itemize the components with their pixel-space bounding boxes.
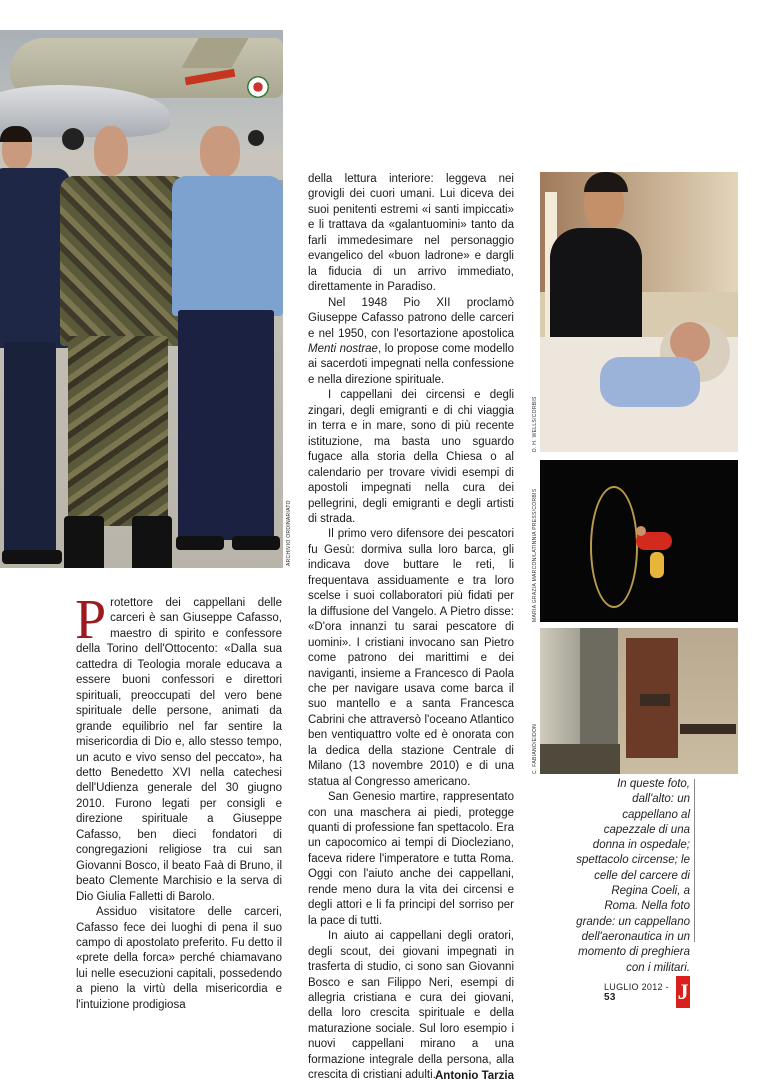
- photo-hospital: [540, 172, 738, 452]
- photo-circus: [540, 460, 738, 622]
- issue-date: LUGLIO 2012 -: [604, 981, 669, 992]
- article-paragraph: In aiuto ai cappellani degli oratori, degli scout, dei giovani impegnati in trasferta di studio, ci sono san Giovanni Bosco e san Filippo Neri, esempi di allegria cristiana e cura dei giovani, della loro crescita spirituale e della maturazione sociale. Sul loro esempio i nuovi cappellani mirano a una formazione integrale della persona, alla crescita di cristiani adulti.: [308, 930, 514, 1082]
- article-paragraph: San Genesio martire, rappresentato con una maschera ai piedi, protegge quanti di professione fan spettacolo. Era un capocomico ai tempi di Diocleziano, faceva ridere l'imperatore e tutta Roma. Oggi con l'aiuto anche dei cappellani, rende meno dura la vita dei circensi e degli attori e li fa principi del sorriso per la pace di tutti.: [308, 791, 514, 927]
- page-footer: [604, 975, 690, 1009]
- roundel-icon: [247, 76, 269, 98]
- photo-credit-prison: C. FABIANO/EIDON: [532, 723, 538, 774]
- article-middle-column: [308, 172, 514, 1084]
- magazine-logo: J: [676, 976, 690, 1008]
- jet-stripe: [185, 69, 236, 86]
- jet-fin: [181, 38, 248, 68]
- landing-gear-icon: [248, 130, 264, 146]
- article-paragraph: Assiduo visitatore delle carceri, Cafasso fece dei luoghi di pena il suo campo di apostolato preferito. Fu detto il «prete della forca» perché chiamavano lui nelle esecuzioni capitali, possedendo a pieno la virtù della misericordia e l'intuizione prodigiosa: [76, 906, 282, 1011]
- article-paragraph: rotettore dei cappellani delle carceri è san Giuseppe Cafasso, maestro di spirito e confessore della Torino dell'Ottocento: «Dalla sua cattedra di Teologia morale educava a essere buoni confessori e direttori spirituali, preoccupati del vero bene spirituale delle persone, animati da grande equilibrio nel far sentire la misericordia di Dio e, allo stesso tempo, un acuto e vivo senso del peccato», ha detto Benedetto XVI nella catechesi dell'Udienza generale del 30 giugno 2010. Furono legati per consigli e direzione spirituale a Giuseppe Cafasso, ben dieci fondatori di congregazioni religiose tra cui san Giovanni Bosco, il beato Faà di Bruno, il beato Clemente Marchisio e la serva di Dio Giulia Falletti di Barolo.: [76, 597, 282, 903]
- photo-prison: [540, 628, 738, 774]
- landing-gear-icon: [62, 128, 84, 150]
- article-paragraph: Il primo vero difensore dei pescatori fu Gesù: dormiva sulla loro barca, gli indicava dove buttare le reti, li frequentava assiduamente e tra loro scelse i suoi collaboratori più fidati per la diffusione del Vangelo. A Pietro disse: «D'ora innanzi tu sarai pescatore di uomini». I cristiani invocano san Pietro come patrono dei marittimi e dei naviganti, insieme a Francesco di Paola che per navigare usava come barca il suo mantello e a santa Francesca Cabrini che attraversò l'oceano Atlantico ben ventiquattro volte ed è onorata con la dedica della stazione Centrale di Milano (13 novembre 2010) e di una statua al Congresso americano.: [308, 528, 514, 788]
- article-paragraph: I cappellani dei circensi e degli zingari, degli emigranti e di chi viaggia in terra e in mare, sono di più recente istituzione, ma basta uno sguardo fugace alla storia della Chiesa o al calendario per trovare vividi esempi di apostoli impegnati nella cura dei pellegrini, degli emigranti e degli artisti di strada.: [308, 389, 514, 525]
- article-left-column: [75, 589, 282, 1013]
- photo-credit-main: ARCHIVIO ORDINARIATO: [286, 500, 292, 566]
- main-photo: [0, 30, 283, 568]
- drop-cap: P: [75, 589, 107, 651]
- folio: [604, 982, 672, 1003]
- photo-credit-hospital: D. H. WELLS/CORBIS: [532, 396, 538, 452]
- photo-caption: In queste foto, dall'alto: un cappellano al capezzale di una donna in ospedale; spettacolo circense; le celle del carcere di Regina Coeli, a Roma. Nella foto grande: un cappellano dell'aeronautica in un momento di preghiera con i militari.: [576, 778, 690, 974]
- article-paragraph: della lettura interiore: leggeva nei grovigli dei cuori umani. Lui diceva dei suoi penitenti estremi «i santi impiccati» e li trattava da «galantuomini» tanto da farli immedesimare nel personaggio evangelico del «buon ladrone» e dargli la fiducia di un arrivo immediato, direttamente in Paradiso.: [308, 173, 514, 294]
- author-name: Antonio Tarzia: [434, 1069, 514, 1082]
- caption-rule: [694, 779, 695, 942]
- photo-credit-circus: MARIA GRAZIA MARCON/LATINNIA PRESS/CORBIS: [532, 488, 538, 622]
- page-number: 53: [604, 991, 616, 1003]
- document-title: Menti nostrae: [308, 342, 378, 355]
- article-paragraph: Nel 1948 Pio XII proclamò Giuseppe Cafasso patrono delle carceri e nel 1950, con l'esortazione apostolica Menti nostrae, lo propose come modello ai sacerdoti impegnati nella confessione e nella direzione spirituale.: [308, 296, 514, 386]
